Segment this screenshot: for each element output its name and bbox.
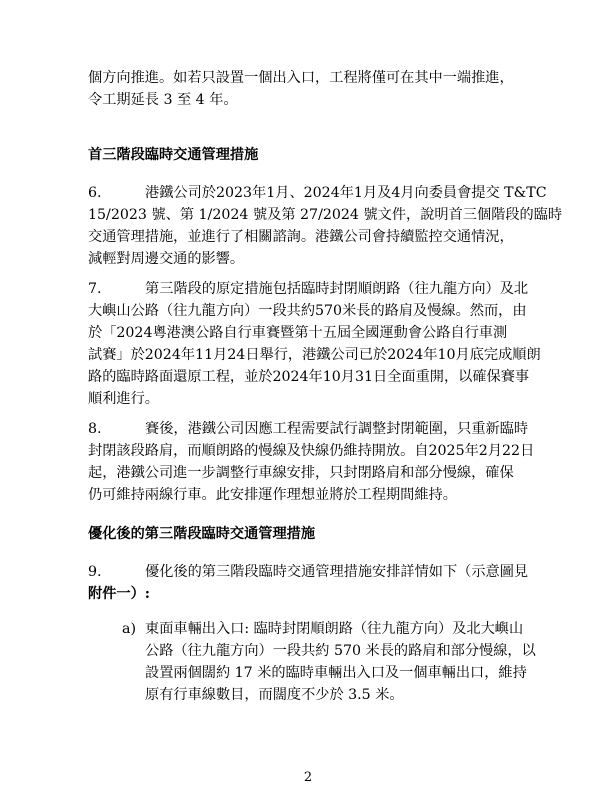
paragraph-number: 9. bbox=[88, 564, 102, 580]
section-heading: 優化後的第三階段臨時交通管理措施 bbox=[88, 526, 316, 542]
paragraph-line: 交通管理措施，並進行了相關諮詢。港鐵公司會持續監控交通情況， bbox=[88, 229, 514, 245]
paragraph-line: 減輕對周邊交通的影響。 bbox=[88, 251, 245, 267]
paragraph-number: 8. bbox=[88, 421, 102, 437]
list-item-line: 公路（往九龍方向）一段共約 570 米長的路肩和部分慢線，以 bbox=[145, 643, 536, 659]
list-item-line: 東面車輛出入口: 臨時封閉順朗路（往九龍方向）及北大嶼山 bbox=[145, 621, 524, 637]
list-marker: a) bbox=[122, 621, 136, 637]
paragraph-line: 大嶼山公路（往九龍方向）一段共約570米長的路肩及慢線。然而，由 bbox=[88, 303, 527, 319]
paragraph-line: 於「2024粵港澳公路自行車賽暨第十五屆全國運動會公路自行車測 bbox=[88, 325, 508, 341]
list-item-line: 設置兩個闊約 17 米的臨時車輛出入口及一個車輛出口，維持 bbox=[145, 665, 527, 681]
paragraph-line: 順利進行。 bbox=[88, 391, 159, 407]
section-heading: 首三階段臨時交通管理措施 bbox=[88, 147, 259, 163]
paragraph-line: 試賽」於2024年11月24日舉行，港鐵公司已於2024年10月底完成順朗 bbox=[88, 347, 541, 363]
paragraph-line: 港鐵公司於2023年1月、2024年1月及4月向委員會提交 T&TC bbox=[145, 185, 547, 201]
paragraph-line: 起，港鐵公司進一步調整行車線安排，只封閉路肩和部分慢線，確保 bbox=[88, 465, 514, 481]
intro-line: 令工期延長 3 至 4 年。 bbox=[88, 92, 238, 108]
paragraph-number: 7. bbox=[88, 281, 102, 297]
paragraph-line: 第三階段的原定措施包括臨時封閉順朗路（往九龍方向）及北 bbox=[145, 281, 529, 297]
paragraph-number: 6. bbox=[88, 185, 102, 201]
page-number: 2 bbox=[303, 770, 313, 785]
intro-line: 個方向推進。如若只設置一個出入口，工程將僅可在其中一端推進， bbox=[88, 70, 514, 86]
paragraph-line: 優化後的第三階段臨時交通管理措施安排詳情如下（示意圖見 bbox=[145, 564, 529, 580]
paragraph-line: 賽後，港鐵公司因應工程需要試行調整封閉範圍，只重新臨時 bbox=[145, 421, 529, 437]
annex-reference: 附件一）: bbox=[88, 586, 150, 602]
paragraph-line: 路的臨時路面還原工程，並於2024年10月31日全面重開，以確保賽事 bbox=[88, 369, 530, 385]
paragraph-line: 仍可維持兩線行車。此安排運作理想並將於工程期間維持。 bbox=[88, 487, 457, 503]
paragraph-line: 封閉該段路肩，而順朗路的慢線及快線仍維持開放。自2025年2月22日 bbox=[88, 443, 535, 459]
paragraph-line: 15/2023 號、第 1/2024 號及第 27/2024 號文件，說明首三個階段的臨時 bbox=[88, 207, 563, 223]
list-item-line: 原有行車線數目，而闊度不少於 3.5 米。 bbox=[145, 687, 404, 703]
